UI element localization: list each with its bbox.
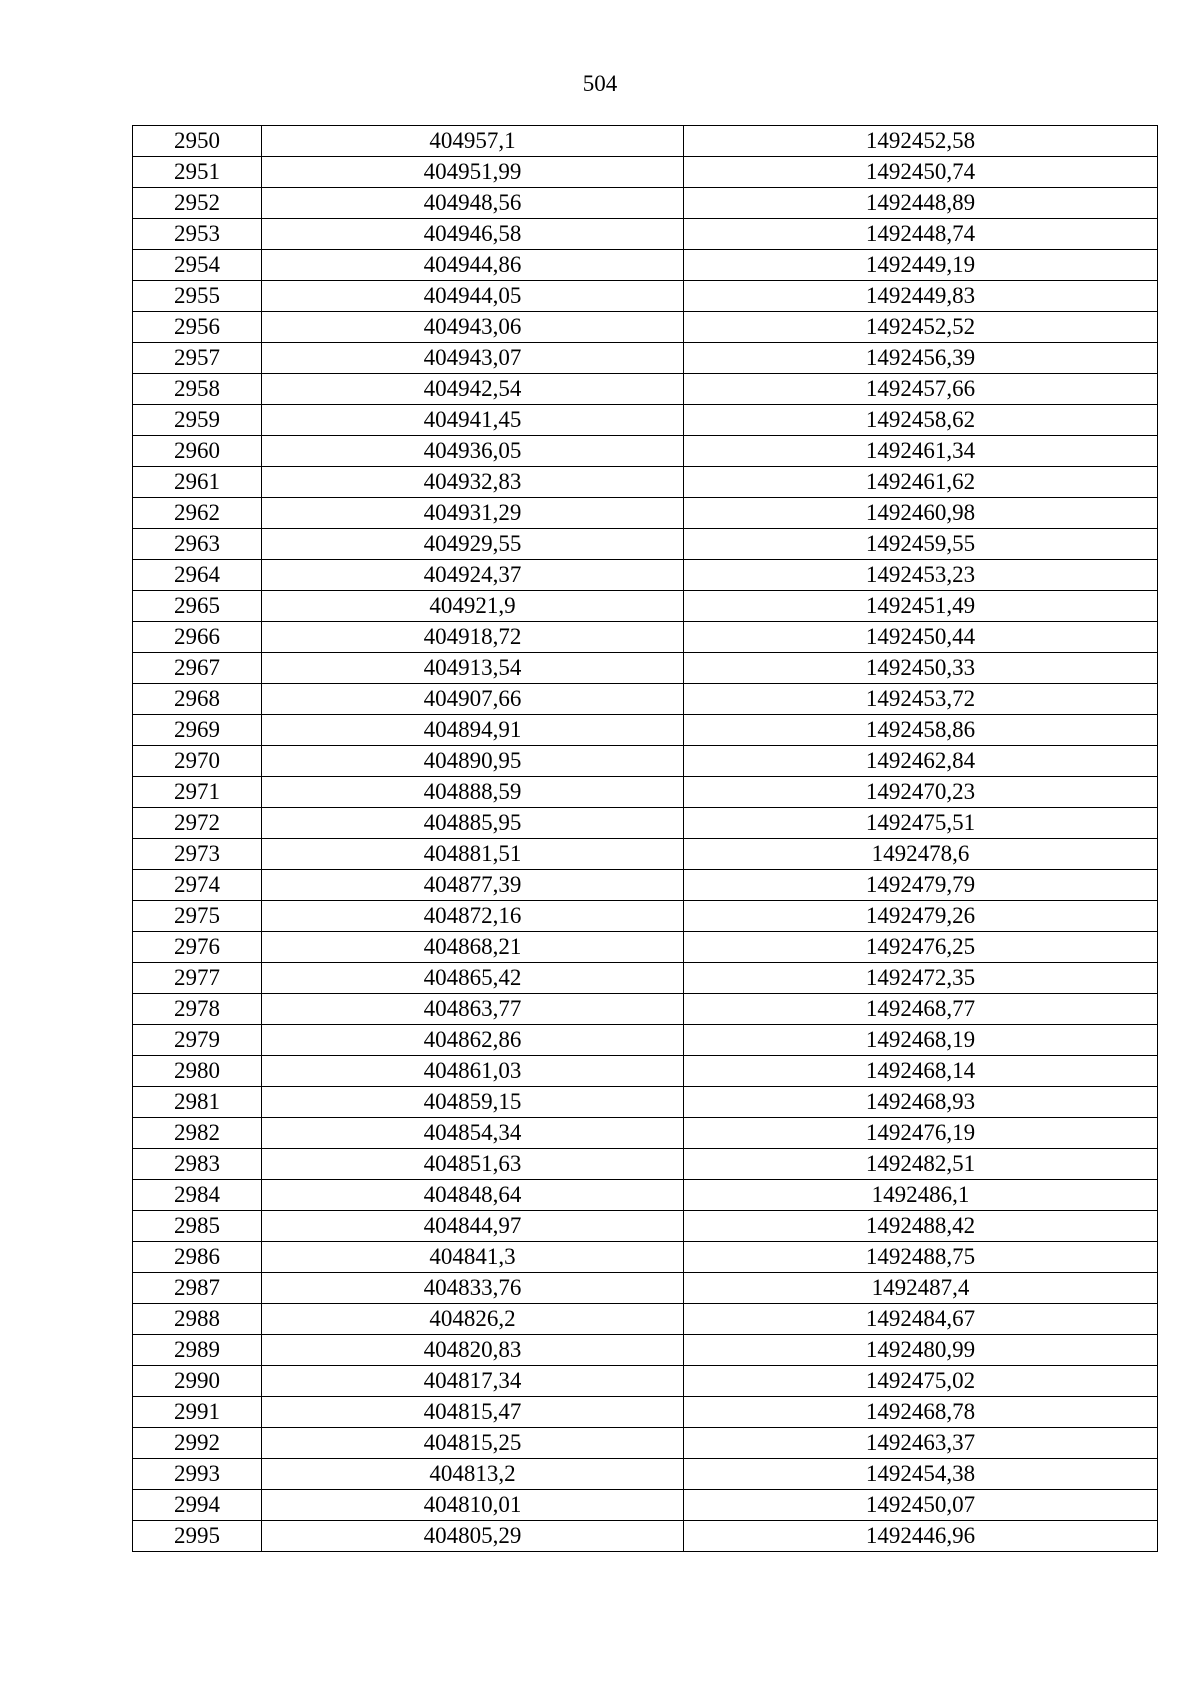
x-coordinate-cell: 404810,01 — [262, 1490, 684, 1521]
table-row — [133, 467, 1158, 498]
y-coordinate-cell: 1492457,66 — [684, 374, 1158, 405]
y-coordinate-cell: 1492460,98 — [684, 498, 1158, 529]
point-number-cell: 2959 — [133, 405, 262, 436]
x-coordinate-cell: 404894,91 — [262, 715, 684, 746]
x-coordinate-cell: 404815,25 — [262, 1428, 684, 1459]
table-row — [133, 684, 1158, 715]
x-coordinate-cell: 404941,45 — [262, 405, 684, 436]
y-coordinate-cell: 1492487,4 — [684, 1273, 1158, 1304]
x-coordinate-cell: 404918,72 — [262, 622, 684, 653]
y-coordinate-cell: 1492454,38 — [684, 1459, 1158, 1490]
point-number-cell: 2988 — [133, 1304, 262, 1335]
point-number-cell: 2974 — [133, 870, 262, 901]
table-row — [133, 715, 1158, 746]
table-row — [133, 901, 1158, 932]
x-coordinate-cell: 404943,06 — [262, 312, 684, 343]
x-coordinate-cell: 404944,05 — [262, 281, 684, 312]
x-coordinate-cell: 404861,03 — [262, 1056, 684, 1087]
y-coordinate-cell: 1492459,55 — [684, 529, 1158, 560]
y-coordinate-cell: 1492450,44 — [684, 622, 1158, 653]
point-number-cell: 2963 — [133, 529, 262, 560]
point-number-cell: 2951 — [133, 157, 262, 188]
table-row — [133, 1087, 1158, 1118]
table-row — [133, 777, 1158, 808]
point-number-cell: 2956 — [133, 312, 262, 343]
table-row — [133, 126, 1158, 157]
x-coordinate-cell: 404957,1 — [262, 126, 684, 157]
table-row — [133, 157, 1158, 188]
y-coordinate-cell: 1492449,19 — [684, 250, 1158, 281]
y-coordinate-cell: 1492450,74 — [684, 157, 1158, 188]
x-coordinate-cell: 404848,64 — [262, 1180, 684, 1211]
point-number-cell: 2967 — [133, 653, 262, 684]
y-coordinate-cell: 1492461,34 — [684, 436, 1158, 467]
table-row — [133, 1366, 1158, 1397]
x-coordinate-cell: 404817,34 — [262, 1366, 684, 1397]
x-coordinate-cell: 404826,2 — [262, 1304, 684, 1335]
table-row — [133, 1180, 1158, 1211]
y-coordinate-cell: 1492452,58 — [684, 126, 1158, 157]
point-number-cell: 2978 — [133, 994, 262, 1025]
table-row — [133, 250, 1158, 281]
y-coordinate-cell: 1492448,89 — [684, 188, 1158, 219]
table-row — [133, 1273, 1158, 1304]
table-row — [133, 591, 1158, 622]
table-row — [133, 312, 1158, 343]
table-row — [133, 622, 1158, 653]
x-coordinate-cell: 404805,29 — [262, 1521, 684, 1552]
table-row — [133, 1428, 1158, 1459]
x-coordinate-cell: 404924,37 — [262, 560, 684, 591]
table-row — [133, 839, 1158, 870]
table-row — [133, 498, 1158, 529]
point-number-cell: 2979 — [133, 1025, 262, 1056]
y-coordinate-cell: 1492488,75 — [684, 1242, 1158, 1273]
point-number-cell: 2966 — [133, 622, 262, 653]
y-coordinate-cell: 1492448,74 — [684, 219, 1158, 250]
point-number-cell: 2964 — [133, 560, 262, 591]
x-coordinate-cell: 404931,29 — [262, 498, 684, 529]
point-number-cell: 2950 — [133, 126, 262, 157]
y-coordinate-cell: 1492468,14 — [684, 1056, 1158, 1087]
point-number-cell: 2971 — [133, 777, 262, 808]
x-coordinate-cell: 404854,34 — [262, 1118, 684, 1149]
x-coordinate-cell: 404820,83 — [262, 1335, 684, 1366]
point-number-cell: 2977 — [133, 963, 262, 994]
point-number-cell: 2980 — [133, 1056, 262, 1087]
point-number-cell: 2969 — [133, 715, 262, 746]
x-coordinate-cell: 404929,55 — [262, 529, 684, 560]
point-number-cell: 2982 — [133, 1118, 262, 1149]
table-row — [133, 1304, 1158, 1335]
y-coordinate-cell: 1492484,67 — [684, 1304, 1158, 1335]
x-coordinate-cell: 404859,15 — [262, 1087, 684, 1118]
point-number-cell: 2953 — [133, 219, 262, 250]
y-coordinate-cell: 1492452,52 — [684, 312, 1158, 343]
point-number-cell: 2986 — [133, 1242, 262, 1273]
x-coordinate-cell: 404885,95 — [262, 808, 684, 839]
x-coordinate-cell: 404841,3 — [262, 1242, 684, 1273]
x-coordinate-cell: 404944,86 — [262, 250, 684, 281]
y-coordinate-cell: 1492458,86 — [684, 715, 1158, 746]
x-coordinate-cell: 404948,56 — [262, 188, 684, 219]
table-row — [133, 1397, 1158, 1428]
table-row — [133, 653, 1158, 684]
y-coordinate-cell: 1492476,25 — [684, 932, 1158, 963]
y-coordinate-cell: 1492468,93 — [684, 1087, 1158, 1118]
y-coordinate-cell: 1492446,96 — [684, 1521, 1158, 1552]
y-coordinate-cell: 1492451,49 — [684, 591, 1158, 622]
point-number-cell: 2954 — [133, 250, 262, 281]
y-coordinate-cell: 1492456,39 — [684, 343, 1158, 374]
table-row — [133, 436, 1158, 467]
x-coordinate-cell: 404815,47 — [262, 1397, 684, 1428]
table-row — [133, 219, 1158, 250]
x-coordinate-cell: 404868,21 — [262, 932, 684, 963]
x-coordinate-cell: 404872,16 — [262, 901, 684, 932]
x-coordinate-cell: 404877,39 — [262, 870, 684, 901]
point-number-cell: 2991 — [133, 1397, 262, 1428]
table-row — [133, 188, 1158, 219]
coordinates-table — [132, 125, 1158, 1552]
x-coordinate-cell: 404865,42 — [262, 963, 684, 994]
y-coordinate-cell: 1492453,23 — [684, 560, 1158, 591]
x-coordinate-cell: 404863,77 — [262, 994, 684, 1025]
point-number-cell: 2983 — [133, 1149, 262, 1180]
table-row — [133, 994, 1158, 1025]
table-row — [133, 374, 1158, 405]
point-number-cell: 2975 — [133, 901, 262, 932]
table-row — [133, 343, 1158, 374]
x-coordinate-cell: 404890,95 — [262, 746, 684, 777]
x-coordinate-cell: 404862,86 — [262, 1025, 684, 1056]
point-number-cell: 2981 — [133, 1087, 262, 1118]
point-number-cell: 2960 — [133, 436, 262, 467]
x-coordinate-cell: 404813,2 — [262, 1459, 684, 1490]
point-number-cell: 2984 — [133, 1180, 262, 1211]
y-coordinate-cell: 1492453,72 — [684, 684, 1158, 715]
point-number-cell: 2993 — [133, 1459, 262, 1490]
point-number-cell: 2990 — [133, 1366, 262, 1397]
point-number-cell: 2987 — [133, 1273, 262, 1304]
table-row — [133, 1211, 1158, 1242]
x-coordinate-cell: 404913,54 — [262, 653, 684, 684]
x-coordinate-cell: 404833,76 — [262, 1273, 684, 1304]
table-row — [133, 1335, 1158, 1366]
y-coordinate-cell: 1492450,33 — [684, 653, 1158, 684]
y-coordinate-cell: 1492470,23 — [684, 777, 1158, 808]
page-number: 504 — [582, 71, 618, 96]
point-number-cell: 2989 — [133, 1335, 262, 1366]
y-coordinate-cell: 1492479,79 — [684, 870, 1158, 901]
y-coordinate-cell: 1492479,26 — [684, 901, 1158, 932]
table-row — [133, 808, 1158, 839]
table-row — [133, 405, 1158, 436]
x-coordinate-cell: 404921,9 — [262, 591, 684, 622]
y-coordinate-cell: 1492478,6 — [684, 839, 1158, 870]
y-coordinate-cell: 1492480,99 — [684, 1335, 1158, 1366]
table-row — [133, 932, 1158, 963]
table-row — [133, 1242, 1158, 1273]
y-coordinate-cell: 1492463,37 — [684, 1428, 1158, 1459]
table-row — [133, 963, 1158, 994]
table-row — [133, 1490, 1158, 1521]
x-coordinate-cell: 404851,63 — [262, 1149, 684, 1180]
x-coordinate-cell: 404936,05 — [262, 436, 684, 467]
y-coordinate-cell: 1492468,77 — [684, 994, 1158, 1025]
coordinates-table-body — [133, 126, 1158, 1552]
table-row — [133, 281, 1158, 312]
y-coordinate-cell: 1492449,83 — [684, 281, 1158, 312]
y-coordinate-cell: 1492462,84 — [684, 746, 1158, 777]
y-coordinate-cell: 1492468,78 — [684, 1397, 1158, 1428]
point-number-cell: 2992 — [133, 1428, 262, 1459]
table-row — [133, 1459, 1158, 1490]
table-row — [133, 746, 1158, 777]
point-number-cell: 2958 — [133, 374, 262, 405]
x-coordinate-cell: 404951,99 — [262, 157, 684, 188]
point-number-cell: 2973 — [133, 839, 262, 870]
x-coordinate-cell: 404932,83 — [262, 467, 684, 498]
point-number-cell: 2957 — [133, 343, 262, 374]
x-coordinate-cell: 404844,97 — [262, 1211, 684, 1242]
table-row — [133, 529, 1158, 560]
x-coordinate-cell: 404907,66 — [262, 684, 684, 715]
y-coordinate-cell: 1492488,42 — [684, 1211, 1158, 1242]
y-coordinate-cell: 1492486,1 — [684, 1180, 1158, 1211]
point-number-cell: 2955 — [133, 281, 262, 312]
point-number-cell: 2994 — [133, 1490, 262, 1521]
point-number-cell: 2972 — [133, 808, 262, 839]
point-number-cell: 2968 — [133, 684, 262, 715]
x-coordinate-cell: 404946,58 — [262, 219, 684, 250]
point-number-cell: 2976 — [133, 932, 262, 963]
table-row — [133, 1056, 1158, 1087]
table-row — [133, 560, 1158, 591]
y-coordinate-cell: 1492458,62 — [684, 405, 1158, 436]
point-number-cell: 2965 — [133, 591, 262, 622]
x-coordinate-cell: 404943,07 — [262, 343, 684, 374]
point-number-cell: 2961 — [133, 467, 262, 498]
x-coordinate-cell: 404881,51 — [262, 839, 684, 870]
table-row — [133, 1521, 1158, 1552]
table-row — [133, 870, 1158, 901]
table-row — [133, 1149, 1158, 1180]
table-row — [133, 1118, 1158, 1149]
y-coordinate-cell: 1492475,02 — [684, 1366, 1158, 1397]
point-number-cell: 2962 — [133, 498, 262, 529]
y-coordinate-cell: 1492450,07 — [684, 1490, 1158, 1521]
table-row — [133, 1025, 1158, 1056]
y-coordinate-cell: 1492468,19 — [684, 1025, 1158, 1056]
y-coordinate-cell: 1492482,51 — [684, 1149, 1158, 1180]
y-coordinate-cell: 1492472,35 — [684, 963, 1158, 994]
y-coordinate-cell: 1492475,51 — [684, 808, 1158, 839]
y-coordinate-cell: 1492476,19 — [684, 1118, 1158, 1149]
x-coordinate-cell: 404888,59 — [262, 777, 684, 808]
point-number-cell: 2995 — [133, 1521, 262, 1552]
point-number-cell: 2985 — [133, 1211, 262, 1242]
y-coordinate-cell: 1492461,62 — [684, 467, 1158, 498]
point-number-cell: 2970 — [133, 746, 262, 777]
x-coordinate-cell: 404942,54 — [262, 374, 684, 405]
point-number-cell: 2952 — [133, 188, 262, 219]
